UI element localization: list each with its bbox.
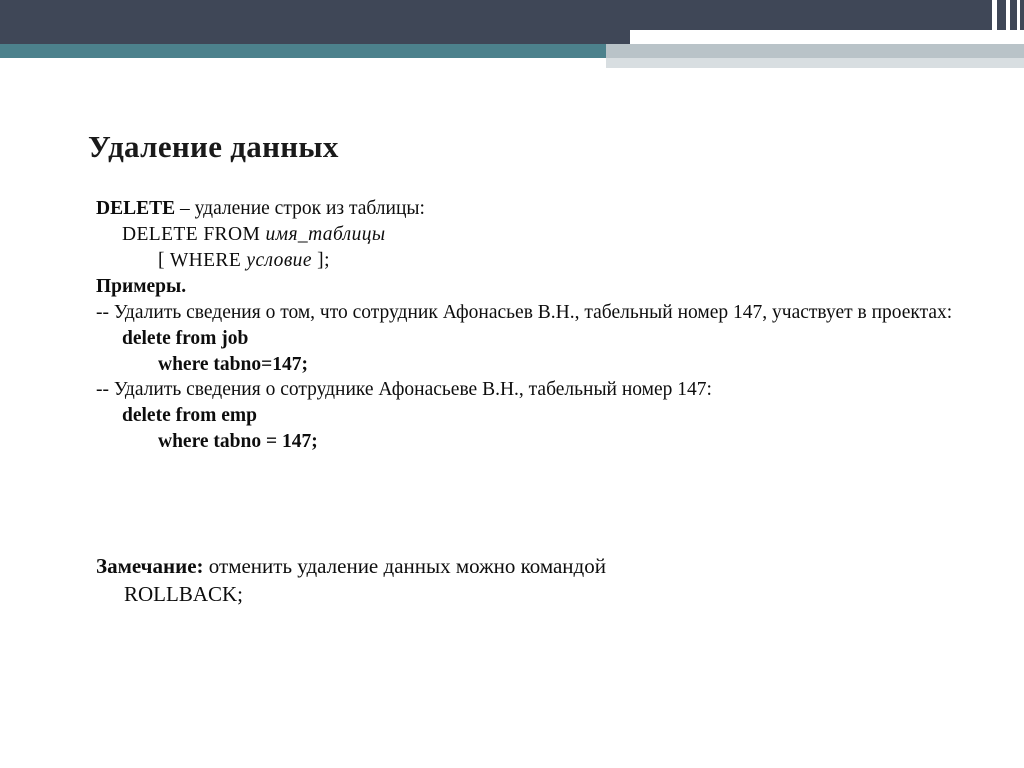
page-title: Удаление данных — [88, 128, 339, 164]
syntax-statement-head: DELETE FROM — [122, 223, 266, 245]
code-1-line-2: where tabno=147; — [158, 353, 308, 375]
header-bar-light-grey — [606, 58, 1024, 68]
note-text: отменить удаление данных можно командой — [203, 554, 606, 578]
syntax-where-open: [ WHERE — [158, 249, 247, 271]
header-bar-white-gap — [0, 58, 606, 68]
header-bar-dark — [0, 0, 1024, 30]
header-bar-teal — [0, 44, 606, 58]
code-2-line-2: where tabno = 147; — [158, 431, 318, 453]
comment-line-2: -- Удалить сведения о сотруднике Афонасьеве В.Н., табельный номер 147: — [96, 379, 712, 401]
examples-header: Примеры. — [96, 275, 187, 297]
code-1-line-1: delete from job — [122, 327, 249, 349]
keyword-delete: DELETE — [96, 198, 176, 219]
header-notch-two — [1006, 0, 1010, 44]
syntax-table-name: имя_таблицы — [265, 223, 386, 245]
header-bar-dark-lower — [0, 30, 630, 44]
syntax-where-close: ]; — [311, 249, 330, 271]
code-2-line-1: delete from emp — [122, 405, 258, 427]
delete-description-text: – удаление строк из таблицы: — [175, 198, 425, 219]
note-block — [96, 552, 956, 609]
syntax-condition: условие — [246, 249, 312, 271]
comment-line-1: -- Удалить сведения о том, что сотрудник Афонасьев В.Н., табельный номер 147, участвует в проектах: — [96, 301, 953, 323]
slide-header-decoration — [0, 0, 1024, 70]
note-continuation: ROLLBACK; — [124, 582, 244, 607]
delete-description-line — [96, 196, 956, 222]
header-bar-grey — [606, 44, 1024, 58]
note-label: Замечание: — [96, 554, 204, 578]
header-notch-one — [992, 0, 997, 44]
header-notch-three — [1017, 0, 1020, 44]
syntax-line-2 — [96, 248, 956, 274]
syntax-line-1 — [96, 222, 956, 248]
slide-body — [96, 196, 956, 455]
